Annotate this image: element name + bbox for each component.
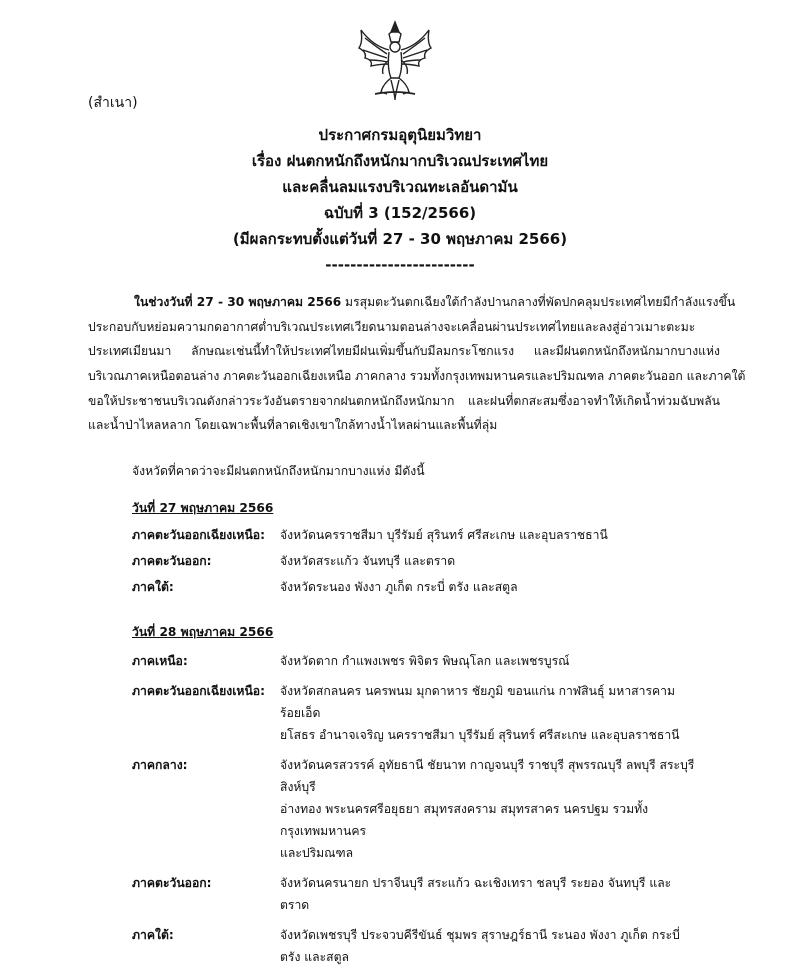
header-divider: ------------------------ (325, 256, 475, 274)
region-provinces: จังหวัดสระแก้ว จันทบุรี และตราด (280, 554, 456, 568)
region-row (132, 650, 700, 672)
region-row (132, 924, 700, 968)
announcement-subject-cont: และคลื่นลมแรงบริเวณทะเลอันดามัน (282, 178, 518, 196)
announcement-subject: เรื่อง ฝนตกหนักถึงหนักมากบริเวณประเทศไทย (251, 152, 549, 170)
region-row (132, 522, 700, 548)
region-row (132, 872, 700, 916)
body-line (88, 290, 736, 315)
region-name: ภาคใต้: (132, 580, 174, 594)
body-line: ขอให้ประชาชนบริเวณดังกล่าวระวังอันตรายจากฝนตกหนักถึงหนักมาก และฝนที่ตกสะสมซึ่งอาจทำให้เกิดน้ำท่วมฉับพลัน (88, 393, 720, 408)
body-line: และน้ำป่าไหลหลาก โดยเฉพาะพื้นที่ลาดเชิงเขาใกล้ทางน้ำไหลผ่านและพื้นที่ลุ่ม (88, 418, 498, 433)
announcement-effective-period: (มีผลกระทบตั้งแต่วันที่ 27 - 30 พฤษภาคม 2566) (232, 230, 568, 248)
garuda-emblem-icon (355, 20, 435, 102)
region-provinces: ตรัง และสตูล (280, 950, 349, 964)
announcement-header (0, 122, 800, 278)
region-row (132, 574, 700, 600)
region-provinces: จังหวัดตาก กำแพงเพชร พิจิตร พิษณุโลก และเพชรบูรณ์ (280, 654, 570, 668)
region-provinces: จังหวัดนครราชสีมา บุรีรัมย์ สุรินทร์ ศรีสะเกษ และอุบลราชธานี (280, 528, 608, 542)
region-provinces: จังหวัดนครสวรรค์ อุทัยธานี ชัยนาท กาญจนบุรี ราชบุรี สุพรรณบุรี ลพบุรี สระบุรี สิงห์บุรี (280, 758, 695, 794)
region-row (132, 754, 700, 864)
region-name: ภาคตะวันออกเฉียงเหนือ: (132, 684, 265, 698)
body-line-rest: มรสุมตะวันตกเฉียงใต้กำลังปานกลางที่พัดปกคลุมประเทศไทยมีกำลังแรงขึ้น (341, 295, 736, 309)
region-provinces: จังหวัดนครนายก ปราจีนบุรี สระแก้ว ฉะเชิงเทรา ชลบุรี ระยอง จันทบุรี และตราด (280, 876, 672, 912)
copy-label: (สำเนา) (88, 95, 138, 111)
region-provinces: และปริมณฑล (280, 846, 354, 860)
region-name: ภาคเหนือ: (132, 654, 188, 668)
region-name: ภาคตะวันออก: (132, 876, 212, 890)
announcement-title: ประกาศกรมอุตุนิยมวิทยา (318, 126, 482, 144)
region-name: ภาคตะวันออกเฉียงเหนือ: (132, 528, 265, 542)
region-name: ภาคกลาง: (132, 758, 188, 772)
day-section (132, 494, 700, 600)
region-name: ภาคใต้: (132, 928, 174, 942)
body-paragraph (88, 290, 746, 438)
day-heading: วันที่ 28 พฤษภาคม 2566 (132, 625, 274, 639)
body-line: ประกอบกับหย่อมความกดอากาศต่ำบริเวณประเทศเวียดนามตอนล่างจะเคลื่อนผ่านประเทศไทยและลงสู่อ่าวเมาะตะมะ (88, 319, 696, 334)
day-heading: วันที่ 27 พฤษภาคม 2566 (132, 501, 274, 515)
region-provinces: จังหวัดเพชรบุรี ประจวบคีรีขันธ์ ชุมพร สุราษฎร์ธานี ระนอง พังงา ภูเก็ต กระบี่ (280, 928, 680, 942)
provinces-intro: จังหวัดที่คาดว่าจะมีฝนตกหนักถึงหนักมากบางแห่ง มีดังนี้ (132, 464, 425, 478)
region-row (132, 680, 700, 746)
day-section (132, 618, 700, 968)
body-lead: ในช่วงวันที่ 27 - 30 พฤษภาคม 2566 (134, 295, 342, 309)
region-provinces: อ่างทอง พระนครศรีอยุธยา สมุทรสงคราม สมุทรสาคร นครปฐม รวมทั้งกรุงเทพมหานคร (280, 802, 649, 838)
body-line: บริเวณภาคเหนือตอนล่าง ภาคตะวันออกเฉียงเหนือ ภาคกลาง รวมทั้งกรุงเทพมหานครและปริมณฑล ภาคตะวันออก และภาคใต้ (88, 369, 746, 384)
region-provinces: จังหวัดสกลนคร นครพนม มุกดาหาร ชัยภูมิ ขอนแก่น กาฬสินธุ์ มหาสารคาม ร้อยเอ็ด (280, 684, 676, 720)
region-provinces: ยโสธร อำนาจเจริญ นครราชสีมา บุรีรัมย์ สุรินทร์ ศรีสะเกษ และอุบลราชธานี (280, 728, 680, 742)
region-provinces: จังหวัดระนอง พังงา ภูเก็ต กระบี่ ตรัง และสตูล (280, 580, 518, 594)
region-row (132, 548, 700, 574)
announcement-issue-number: ฉบับที่ 3 (152/2566) (323, 204, 477, 222)
body-line: ประเทศเมียนมา ลักษณะเช่นนี้ทำให้ประเทศไทยมีฝนเพิ่มขึ้นกับมีลมกระโชกแรง และมีฝนตกหนักถึงหนักมากบางแห่ง (88, 344, 720, 359)
region-name: ภาคตะวันออก: (132, 554, 212, 568)
